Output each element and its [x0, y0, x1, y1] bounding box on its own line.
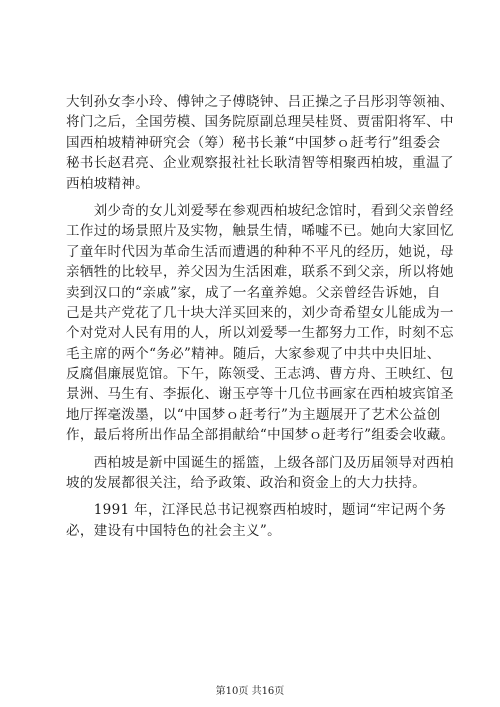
paragraph-gap — [66, 446, 438, 453]
text-line: 1991 年，江泽民总书记视察西柏坡时，题词“牢记两个务 — [66, 502, 447, 519]
text-line: 刘少奇的女儿刘爱琴在参观西柏坡纪念馆时，看到父亲曾经 — [66, 202, 454, 219]
text-line: 工作过的场景照片及实物，触景生情，唏嘘不已。她向大家回忆 — [66, 223, 454, 240]
text-line: 坡的发展都很关注，给予政策、政治和资金上的大力扶持。 — [66, 475, 427, 492]
text-line: 西柏坡精神。 — [66, 175, 150, 192]
text-line: 景洲、马生有、李振化、谢玉亭等十几位书画家在西柏坡宾馆圣 — [66, 386, 454, 403]
page-number-footer: 第10页 共16页 — [215, 686, 285, 697]
document-body — [66, 92, 455, 541]
text-line: 个对党对人民有用的人，所以刘爱琴一生都努力工作，时刻不忘 — [66, 325, 454, 342]
text-line: 作，最后将所出作品全部捐献给“中国梦ｏ赶考行”组委会收藏。 — [66, 427, 455, 444]
text-line: 亲牺牲的比较早，养父因为生活困难，联系不到父亲，所以将她 — [66, 264, 454, 281]
text-line: 将门之后，全国劳模、国务院原副总理吴桂贤、贾雷阳将军、中 — [66, 114, 454, 131]
paragraph-1 — [66, 92, 454, 194]
text-line: 西柏坡是新中国诞生的摇篮，上级各部门及历届领导对西柏 — [66, 454, 454, 471]
paragraph-4 — [66, 500, 447, 541]
paragraph-gap — [66, 194, 438, 201]
paragraph-gap — [66, 493, 438, 500]
text-line: 卖到汉口的“亲戚”家，成了一名童养媳。父亲曾经告诉她，自 — [66, 284, 441, 301]
text-line: 大钊孙女李小玲、傅钟之子傅晓钟、吕正操之子吕彤羽等领袖、 — [66, 94, 454, 110]
text-line: 地厅挥毫泼墨，以“中国梦ｏ赶考行”为主题展开了艺术公益创 — [66, 406, 441, 423]
text-line: 毛主席的两个“务必”精神。随后，大家参观了中共中央旧址、 — [66, 345, 441, 362]
text-line: 了童年时代因为革命生活而遭遇的种种不平凡的经历，她说，母 — [66, 243, 454, 260]
paragraph-3 — [66, 453, 454, 494]
text-line: 国西柏坡精神研究会（筹）秘书长兼“中国梦ｏ赶考行”组委会 — [66, 134, 441, 151]
text-line: 秘书长赵君亮、企业观察报社社长耿清智等相聚西柏坡，重温了 — [66, 155, 454, 172]
text-line: 必，建设有中国特色的社会主义”。 — [66, 522, 282, 539]
paragraph-2 — [66, 201, 455, 446]
text-line: 己是共产党花了几十块大洋买回来的，刘少奇希望女儿能成为一 — [66, 304, 454, 321]
text-line: 反腐倡廉展览馆。下午，陈领受、王志鸿、曹方舟、王映红、包 — [66, 366, 454, 383]
